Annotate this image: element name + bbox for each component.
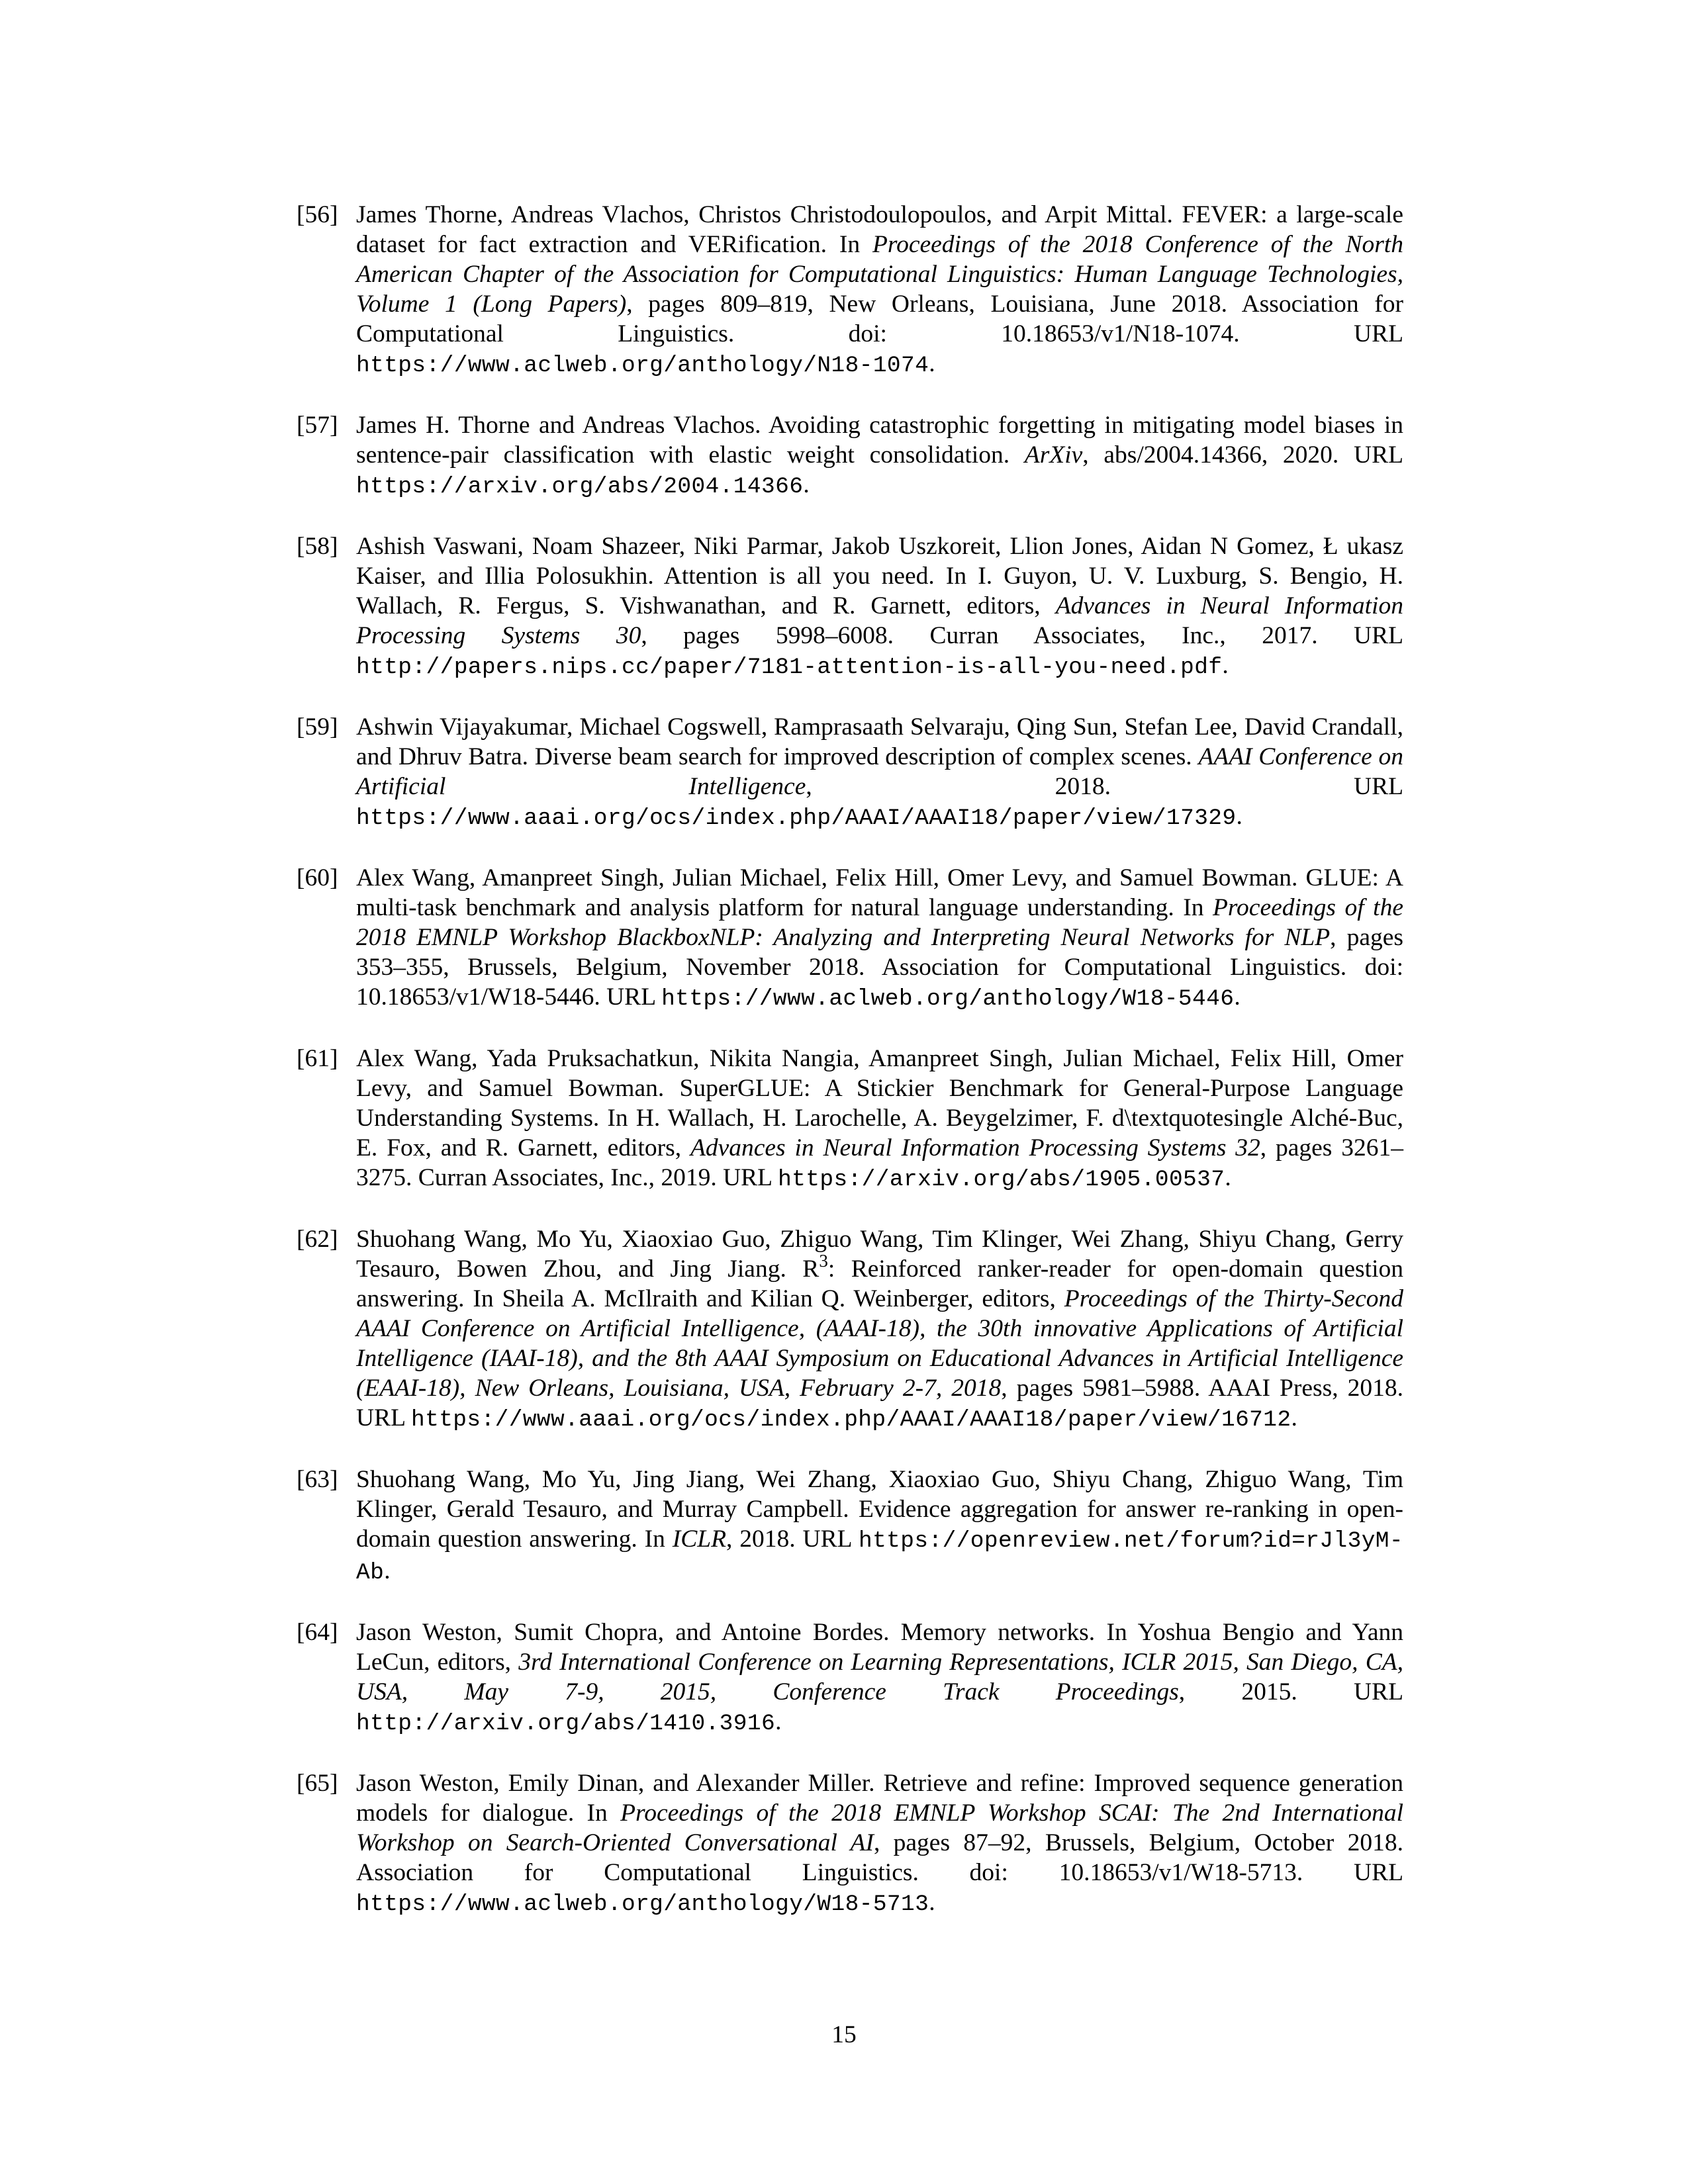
reference-56 (297, 200, 1403, 381)
reference-authors-title: Alex Wang, Yada Pruksachatkun, Nikita Nangia, Amanpreet Singh, Julian Michael, Felix Hill, Omer Levy, and Samuel Bowman. SuperGLUE: A Stickier Benchmark for General-Purpose Language Understanding Systems. In H. Wallach, H. Larochelle, A. Beygelzimer, F. d\textquotesingle Alché-Buc, E. Fox, and R. Garnett, editors, (356, 1045, 1403, 1161)
reference-authors-title: Ashish Vaswani, Noam Shazeer, Niki Parmar, Jakob Uszkoreit, Llion Jones, Aidan N Gomez, Ł ukasz Kaiser, and Illia Polosukhin. Attention is all you need. In I. Guyon, U. V. Luxburg, S. Bengio, H. Wallach, R. Fergus, S. Vishwanathan, and R. Garnett, editors, (356, 533, 1403, 619)
reference-number: [65] (297, 1770, 338, 1797)
reference-number: [58] (297, 533, 338, 560)
reference-venue: Proceedings of the 2018 EMNLP Workshop SCAI: The 2nd International Workshop on Search-Oriented Conversational AI (356, 1799, 1403, 1856)
reference-url-link[interactable]: https://www.aaai.org/ocs/index.php/AAAI/AAAI18/paper/view/17329 (356, 805, 1237, 831)
reference-end: . (929, 350, 935, 377)
reference-url-link[interactable]: https://arxiv.org/abs/1905.00537 (778, 1167, 1225, 1193)
reference-end: . (929, 1889, 935, 1916)
reference-61 (297, 1044, 1403, 1195)
reference-url-link[interactable]: http://papers.nips.cc/paper/7181-attention-is-all-you-need.pdf (356, 655, 1223, 680)
superscript: 3 (819, 1251, 828, 1271)
reference-url-link[interactable]: https://arxiv.org/abs/2004.14366 (356, 474, 804, 500)
reference-end: . (384, 1557, 391, 1584)
reference-end: . (803, 471, 810, 498)
reference-url-link[interactable]: https://openreview.net/forum?id=rJl3yM-Ab (356, 1528, 1403, 1586)
reference-details: , pages 3261–3275. Curran Associates, Inc., 2019. URL (356, 1134, 1403, 1191)
reference-authors-title: James Thorne, Andreas Vlachos, Christos Christodoulopoulos, and Arpit Mittal. FEVER: a large-scale dataset for fact extraction and VERification. In (356, 201, 1403, 258)
reference-url-link[interactable]: https://www.aclweb.org/anthology/W18-5446 (661, 986, 1235, 1012)
reference-authors-title: Shuohang Wang, Mo Yu, Jing Jiang, Wei Zhang, Xiaoxiao Guo, Shiyu Chang, Zhiguo Wang, Tim Klinger, Gerald Tesauro, and Murray Campbell. Evidence aggregation for answer re-ranking in open-domain question answering. In (356, 1466, 1403, 1553)
reference-venue: ICLR (672, 1525, 727, 1553)
reference-details: , pages 5998–6008. Curran Associates, Inc., 2017. URL (641, 622, 1403, 649)
reference-end: . (1225, 1164, 1231, 1191)
reference-number: [61] (297, 1045, 338, 1072)
reference-details: , pages 809–819, New Orleans, Louisiana, June 2018. Association for Computational Linguistics. doi: 10.18653/v1/N18-1074. URL (356, 291, 1403, 347)
reference-authors: Shuohang Wang, Mo Yu, Xiaoxiao Guo, Zhiguo Wang, Tim Klinger, Wei Zhang, Shiyu Chang, Gerry Tesauro, Bowen Zhou, and Jing Jiang. R (356, 1226, 1403, 1283)
reference-authors-title: James H. Thorne and Andreas Vlachos. Avoiding catastrophic forgetting in mitigating model biases in sentence-pair classification with elastic weight consolidation. (356, 412, 1403, 469)
reference-end: . (775, 1708, 782, 1735)
reference-venue: Advances in Neural Information Processing Systems 32 (690, 1134, 1260, 1161)
reference-url-link[interactable]: https://www.aclweb.org/anthology/N18-1074 (356, 353, 929, 379)
reference-62 (297, 1224, 1403, 1435)
reference-number: [63] (297, 1466, 338, 1493)
page-number: 15 (831, 2021, 857, 2048)
reference-number: [57] (297, 412, 338, 439)
reference-65 (297, 1768, 1403, 1919)
reference-number: [64] (297, 1619, 338, 1646)
reference-end: . (1222, 652, 1229, 679)
reference-details: , 2015. URL (1178, 1678, 1404, 1706)
reference-number: [56] (297, 201, 338, 228)
reference-63 (297, 1465, 1403, 1588)
reference-authors-title: Jason Weston, Sumit Chopra, and Antoine Bordes. Memory networks. In Yoshua Bengio and Yann LeCun, editors, (356, 1619, 1403, 1676)
reference-details: , 2018. URL (806, 773, 1404, 800)
reference-list (297, 200, 1403, 1949)
reference-venue: Proceedings of the Thirty-Second AAAI Conference on Artificial Intelligence, (AAAI-18), the 30th innovative Applications of Artificial Intelligence (IAAI-18), and the 8th AAAI Symposium on Educational Advances in Artificial Intelligence (EAAI-18), New Orleans, Louisiana, USA, February 2-7, 2018 (356, 1285, 1403, 1402)
reference-60 (297, 863, 1403, 1014)
reference-59 (297, 712, 1403, 833)
reference-title: : Reinforced ranker-reader for open-domain question answering. In Sheila A. McIlraith and Kilian Q. Weinberger, editors, (356, 1255, 1403, 1312)
reference-venue: Proceedings of the 2018 Conference of the North American Chapter of the Association for Computational Linguistics: Human Language Technologies, Volume 1 (Long Papers) (356, 231, 1403, 318)
reference-end: . (1234, 983, 1241, 1011)
reference-authors-title: Ashwin Vijayakumar, Michael Cogswell, Ramprasaath Selvaraju, Qing Sun, Stefan Lee, David Crandall, and Dhruv Batra. Diverse beam search for improved description of complex scenes. (356, 713, 1403, 770)
reference-authors-title: Jason Weston, Emily Dinan, and Alexander Miller. Retrieve and refine: Improved sequence generation models for dialogue. In (356, 1770, 1403, 1827)
reference-venue: Advances in Neural Information Processing Systems 30 (356, 592, 1403, 649)
reference-venue: AAAI Conference on Artificial Intelligence (356, 743, 1403, 800)
reference-end: . (1291, 1404, 1297, 1432)
reference-64 (297, 1617, 1403, 1739)
reference-end: . (1236, 803, 1243, 830)
reference-venue: 3rd International Conference on Learning Representations, ICLR 2015, San Diego, CA, USA, May 7-9, 2015, Conference Track Proceedings (356, 1649, 1403, 1706)
reference-venue: Proceedings of the 2018 EMNLP Workshop BlackboxNLP: Analyzing and Interpreting Neural Networks for NLP (356, 894, 1403, 951)
reference-details: , abs/2004.14366, 2020. URL (1082, 441, 1403, 469)
reference-number: [60] (297, 864, 338, 891)
reference-number: [62] (297, 1226, 338, 1253)
reference-url-link[interactable]: https://www.aaai.org/ocs/index.php/AAAI/AAAI18/paper/view/16712 (410, 1407, 1291, 1433)
reference-authors-title: Alex Wang, Amanpreet Singh, Julian Michael, Felix Hill, Omer Levy, and Samuel Bowman. GLUE: A multi-task benchmark and analysis platform for natural language understanding. In (356, 864, 1403, 921)
reference-details: , pages 5981–5988. AAAI Press, 2018. URL (356, 1375, 1403, 1432)
reference-details: , 2018. URL (726, 1525, 859, 1553)
reference-venue: ArXiv (1024, 441, 1083, 469)
reference-url-link[interactable]: http://arxiv.org/abs/1410.3916 (356, 1711, 776, 1737)
reference-57 (297, 410, 1403, 502)
reference-details: , pages 87–92, Brussels, Belgium, October 2018. Association for Computational Linguistics. doi: 10.18653/v1/W18-5713. URL (356, 1829, 1403, 1886)
reference-number: [59] (297, 713, 338, 741)
reference-url-link[interactable]: https://www.aclweb.org/anthology/W18-5713 (356, 1891, 929, 1917)
reference-details: , pages 353–355, Brussels, Belgium, November 2018. Association for Computational Linguistics. doi: 10.18653/v1/W18-5446. URL (356, 924, 1403, 1011)
reference-58 (297, 531, 1403, 682)
